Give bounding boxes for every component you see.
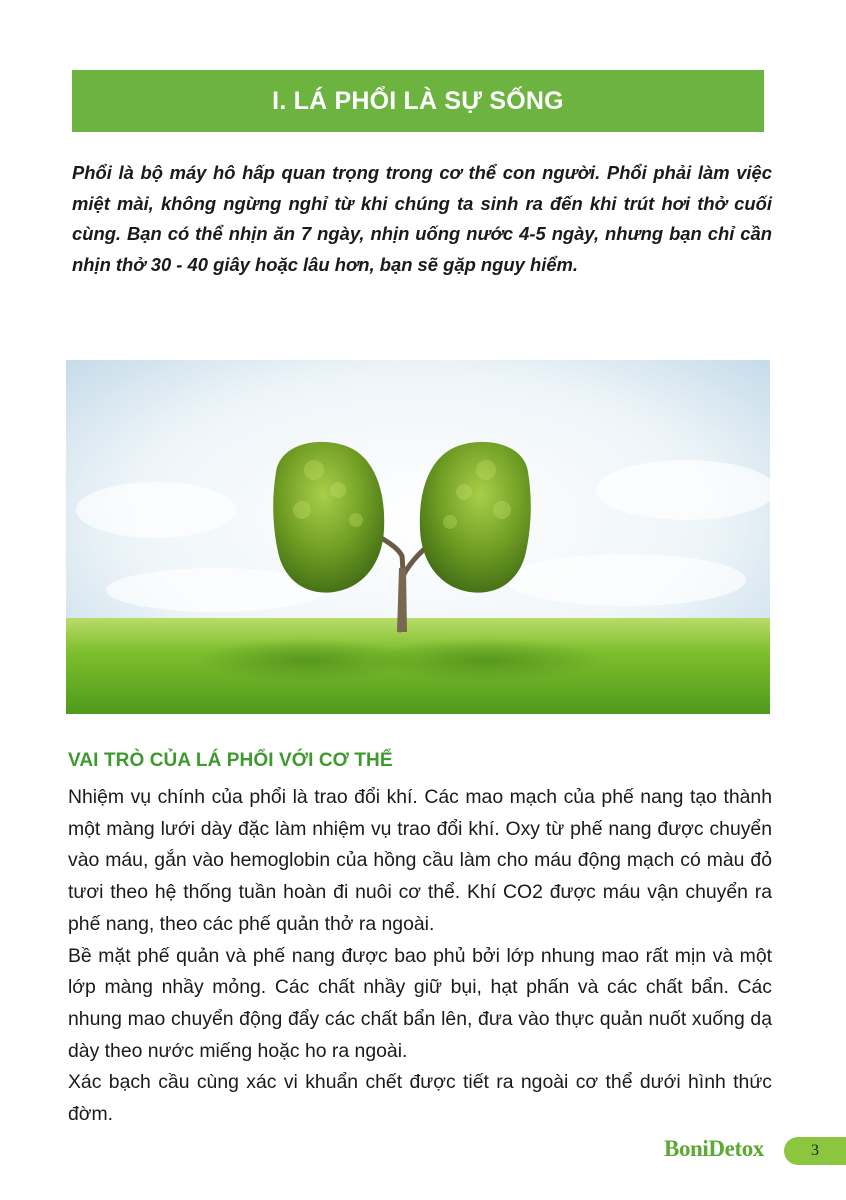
section-title-banner xyxy=(72,70,764,132)
section-heading: VAI TRÒ CỦA LÁ PHỔI VỚI CƠ THỂ xyxy=(68,750,393,771)
page-number: 3 xyxy=(811,1142,819,1159)
page-title: I. LÁ PHỔI LÀ SỰ SỐNG xyxy=(272,86,564,115)
body-paragraph: Nhiệm vụ chính của phổi là trao đổi khí. Các mao mạch của phế nang tạo thành một màng lưới dày đặc làm nhiệm vụ trao đổi khí. Oxy từ phế nang được chuyển vào máu, gắn vào hemoglobin của hồng cầu làm cho máu động mạch có màu đỏ tươi theo hệ thống tuần hoàn đi nuôi cơ thể. Khí CO2 được máu vận chuyển ra phế nang, theo các phế quản thở ra ngoài. xyxy=(68,786,772,935)
body-paragraph: Xác bạch cầu cùng xác vi khuẩn chết được tiết ra ngoài cơ thể dưới hình thức đờm. xyxy=(68,1071,772,1126)
lung-tree-icon xyxy=(66,360,770,714)
page-number-tab xyxy=(784,1137,846,1165)
body-paragraph: Bề mặt phế quản và phế nang được bao phủ bởi lớp nhung mao rất mịn và một lớp màng nhầy mỏng. Các chất nhầy giữ bụi, hạt phấn và các chất bẩn. Các nhung mao chuyển động đẩy các chất bẩn lên, đưa vào thực quản nuốt xuống dạ dày theo nước miếng hoặc ho ra ngoài. xyxy=(68,944,772,1062)
lung-tree-illustration xyxy=(66,360,770,714)
intro-paragraph: Phổi là bộ máy hô hấp quan trọng trong cơ thể con người. Phổi phải làm việc miệt mài, không ngừng nghỉ từ khi chúng ta sinh ra đến khi trút hơi thở cuối cùng. Bạn có thể nhịn ăn 7 ngày, nhịn uống nước 4-5 ngày, nhưng bạn chỉ cần nhịn thở 30 - 40 giây hoặc lâu hơn, bạn sẽ gặp nguy hiểm. xyxy=(72,162,772,275)
section-body xyxy=(68,782,772,1131)
brand-logo: BoniDetox xyxy=(664,1136,764,1161)
